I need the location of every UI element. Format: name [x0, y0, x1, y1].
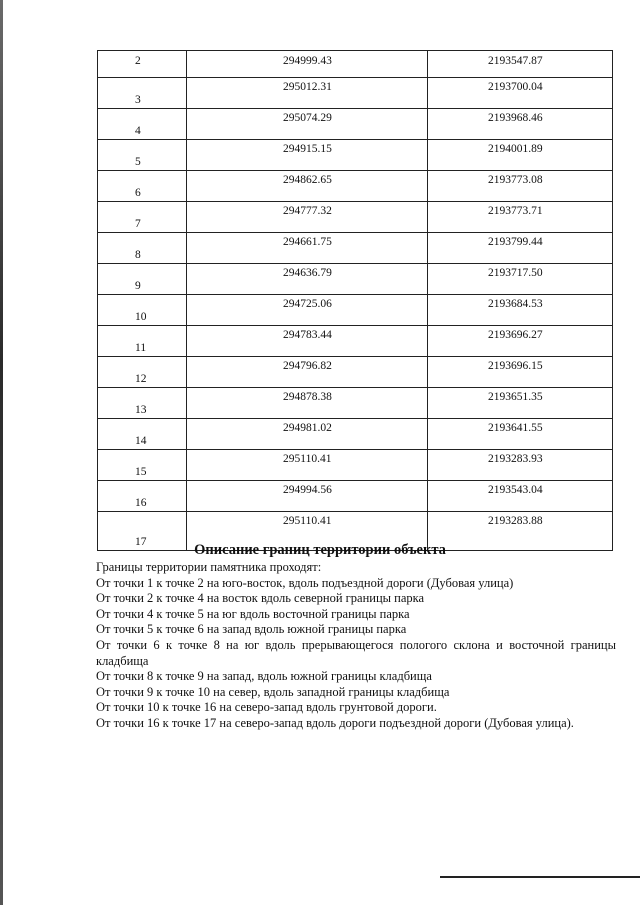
table-row — [98, 264, 613, 295]
table-row — [98, 233, 613, 264]
description-line: От точки 2 к точке 4 на восток вдоль северной границы парка — [96, 591, 425, 606]
y-coordinate-cell — [428, 295, 613, 326]
y-coordinate-cell — [428, 326, 613, 357]
description-line: От точки 5 к точке 6 на запад вдоль южной границы парка — [96, 622, 407, 637]
x-coordinate-cell — [187, 171, 428, 202]
section-title: Описание границ территории объекта — [194, 542, 446, 558]
table-row — [98, 388, 613, 419]
x-coordinate: 295074.29 — [283, 112, 332, 124]
x-coordinate: 294636.79 — [283, 267, 332, 279]
y-coordinate-cell — [428, 78, 613, 109]
y-coordinate-cell — [428, 450, 613, 481]
y-coordinate: 2193773.71 — [488, 205, 543, 217]
x-coordinate-cell — [187, 481, 428, 512]
y-coordinate: 2193700.04 — [488, 81, 543, 93]
point-number-cell — [98, 419, 187, 450]
x-coordinate-cell — [187, 233, 428, 264]
point-number: 2 — [135, 55, 141, 67]
table-row — [98, 109, 613, 140]
x-coordinate: 294661.75 — [283, 236, 332, 248]
description-line: От точки 9 к точке 10 на север, вдоль западной границы кладбища — [96, 684, 450, 699]
y-coordinate: 2193547.87 — [488, 55, 543, 67]
table-row — [98, 295, 613, 326]
description-line: От точки 1 к точке 2 на юго-восток, вдоль подъездной дороги (Дубовая улица) — [96, 575, 514, 590]
y-coordinate: 2193684.53 — [488, 298, 543, 310]
point-number-cell — [98, 78, 187, 109]
description-line: От точки 16 к точке 17 на северо-запад вдоль дороги подъездной дороги (Дубовая улица). — [96, 715, 574, 730]
y-coordinate: 2193773.08 — [488, 174, 543, 186]
x-coordinate: 294915.15 — [283, 143, 332, 155]
point-number-cell — [98, 109, 187, 140]
x-coordinate: 294878.38 — [283, 391, 332, 403]
x-coordinate-cell — [187, 450, 428, 481]
y-coordinate-cell — [428, 419, 613, 450]
x-coordinate: 294725.06 — [283, 298, 332, 310]
point-number: 13 — [135, 404, 147, 416]
x-coordinate-cell — [187, 264, 428, 295]
footer-rule — [440, 876, 640, 878]
x-coordinate-cell — [187, 109, 428, 140]
table-row — [98, 326, 613, 357]
point-number: 4 — [135, 125, 141, 137]
x-coordinate: 294999.43 — [283, 55, 332, 67]
y-coordinate-cell — [428, 109, 613, 140]
x-coordinate-cell — [187, 326, 428, 357]
table-row — [98, 419, 613, 450]
y-coordinate-cell — [428, 481, 613, 512]
point-number-cell — [98, 202, 187, 233]
x-coordinate-cell — [187, 140, 428, 171]
y-coordinate: 2194001.89 — [488, 143, 543, 155]
y-coordinate: 2193651.35 — [488, 391, 543, 403]
point-number: 17 — [135, 536, 147, 548]
table-row — [98, 202, 613, 233]
point-number: 6 — [135, 187, 141, 199]
y-coordinate-cell — [428, 51, 613, 78]
y-coordinate-cell — [428, 357, 613, 388]
description-line: От точки 4 к точке 5 на юг вдоль восточной границы парка — [96, 606, 410, 621]
point-number: 14 — [135, 435, 147, 447]
x-coordinate-cell — [187, 419, 428, 450]
x-coordinate: 294981.02 — [283, 422, 332, 434]
x-coordinate: 295012.31 — [283, 81, 332, 93]
y-coordinate-cell — [428, 171, 613, 202]
y-coordinate: 2193696.27 — [488, 329, 543, 341]
point-number: 12 — [135, 373, 147, 385]
table-row — [98, 51, 613, 78]
table-row — [98, 357, 613, 388]
y-coordinate-cell — [428, 388, 613, 419]
point-number: 3 — [135, 94, 141, 106]
point-number-cell — [98, 295, 187, 326]
y-coordinate-cell — [428, 140, 613, 171]
table-row — [98, 140, 613, 171]
point-number: 9 — [135, 280, 141, 292]
y-coordinate: 2193696.15 — [488, 360, 543, 372]
table-row — [98, 450, 613, 481]
x-coordinate: 295110.41 — [283, 453, 332, 465]
y-coordinate-cell — [428, 264, 613, 295]
description-line: От точки 8 к точке 9 на запад, вдоль южной границы кладбища — [96, 669, 432, 684]
point-number: 16 — [135, 497, 147, 509]
coordinates-table — [97, 50, 613, 551]
x-coordinate: 294862.65 — [283, 174, 332, 186]
y-coordinate: 2193968.46 — [488, 112, 543, 124]
x-coordinate-cell — [187, 78, 428, 109]
point-number: 11 — [135, 342, 147, 354]
point-number-cell — [98, 264, 187, 295]
x-coordinate-cell — [187, 51, 428, 78]
description-line: От точки 10 к точке 16 на северо-запад вдоль грунтовой дороги. — [96, 700, 437, 715]
point-number-cell — [98, 171, 187, 202]
x-coordinate: 294777.32 — [283, 205, 332, 217]
y-coordinate: 2193283.93 — [488, 453, 543, 465]
point-number-cell — [98, 357, 187, 388]
point-number: 7 — [135, 218, 141, 230]
x-coordinate-cell — [187, 357, 428, 388]
description-line: От точки 6 к точке 8 на юг вдоль прерывающегося пологого склона и восточной границы кладбища — [96, 637, 616, 668]
y-coordinate: 2193799.44 — [488, 236, 543, 248]
table-row — [98, 78, 613, 109]
point-number: 15 — [135, 466, 147, 478]
x-coordinate: 295110.41 — [283, 515, 332, 527]
table-row — [98, 481, 613, 512]
x-coordinate: 294783.44 — [283, 329, 332, 341]
x-coordinate-cell — [187, 388, 428, 419]
point-number-cell — [98, 51, 187, 78]
point-number: 8 — [135, 249, 141, 261]
y-coordinate-cell — [428, 233, 613, 264]
table-row — [98, 171, 613, 202]
point-number: 5 — [135, 156, 141, 168]
x-coordinate: 294796.82 — [283, 360, 332, 372]
description-intro: Границы территории памятника проходят: — [96, 560, 322, 574]
y-coordinate: 2193717.50 — [488, 267, 543, 279]
point-number-cell — [98, 233, 187, 264]
y-coordinate: 2193283.88 — [488, 515, 543, 527]
point-number-cell — [98, 388, 187, 419]
x-coordinate: 294994.56 — [283, 484, 332, 496]
y-coordinate: 2193641.55 — [488, 422, 543, 434]
point-number-cell — [98, 140, 187, 171]
y-coordinate-cell — [428, 202, 613, 233]
y-coordinate: 2193543.04 — [488, 484, 543, 496]
point-number-cell — [98, 326, 187, 357]
boundary-description — [96, 560, 616, 732]
scan-edge — [0, 0, 3, 905]
point-number-cell — [98, 450, 187, 481]
x-coordinate-cell — [187, 202, 428, 233]
x-coordinate-cell — [187, 295, 428, 326]
point-number: 10 — [135, 311, 147, 323]
point-number-cell — [98, 481, 187, 512]
